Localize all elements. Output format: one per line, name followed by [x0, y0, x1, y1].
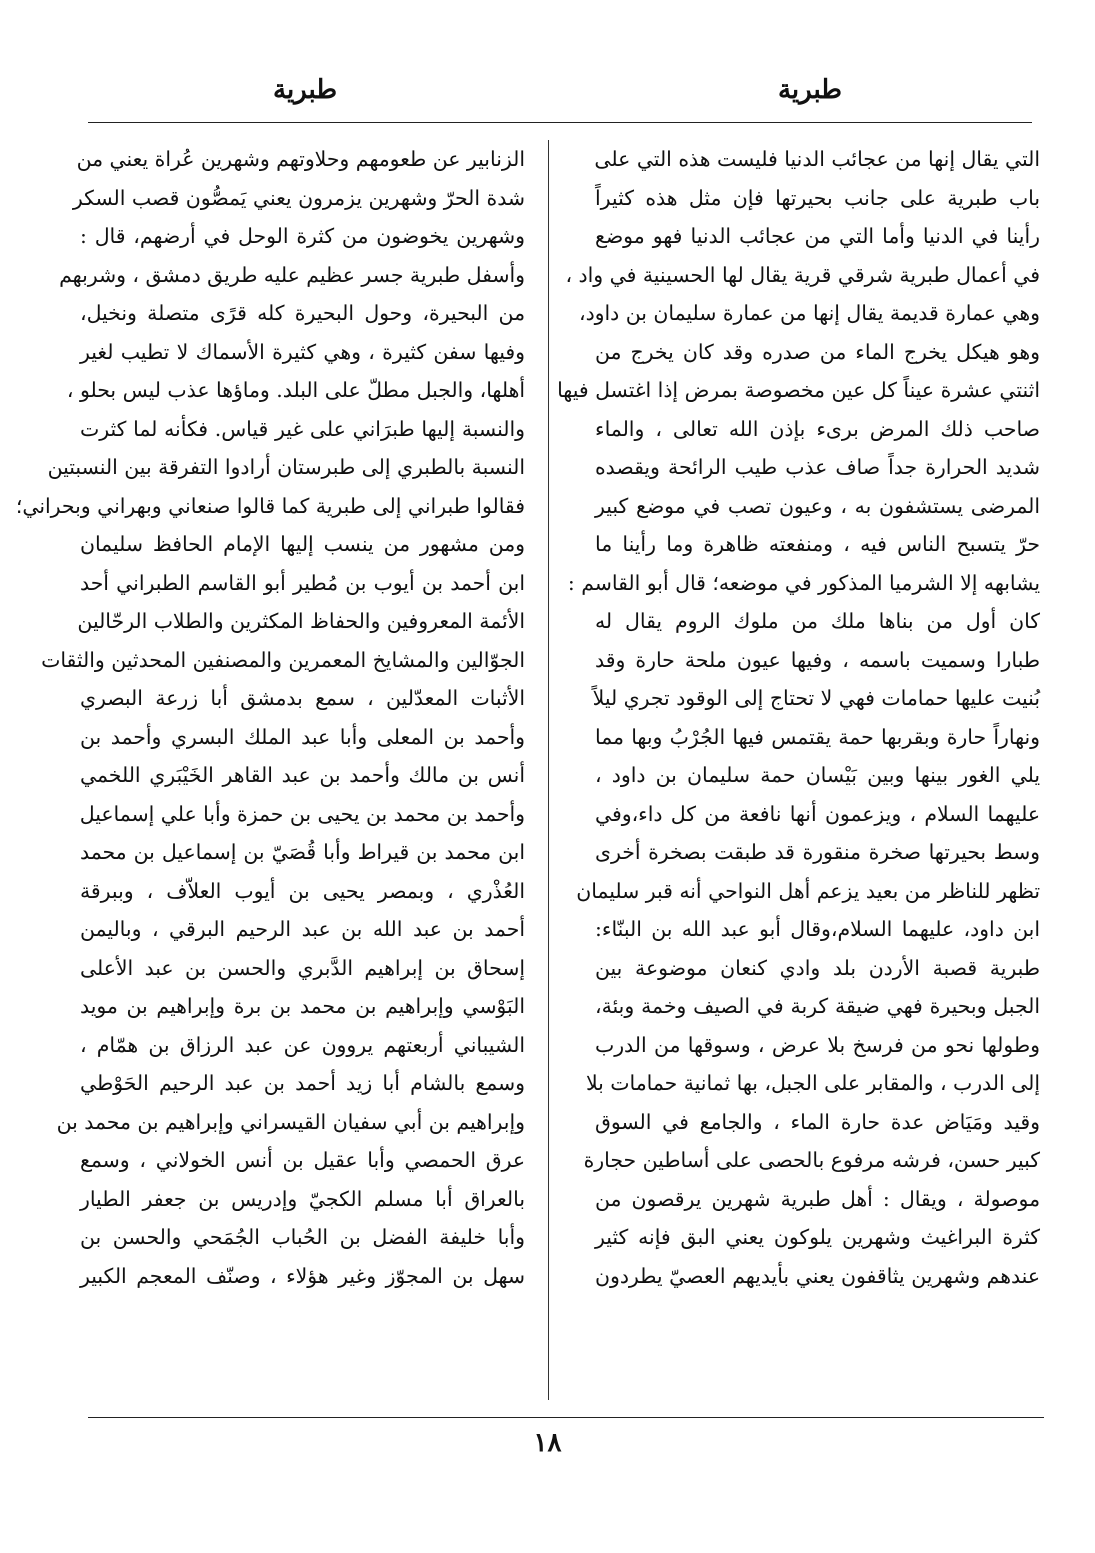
text-line: ونهاراً حارة وبقربها حمة يقتمس فيها الجُرْبُ وبها مما	[595, 724, 1040, 749]
text-line: وسمع بالشام أبا زيد أحمد بن عبد الرحيم الحَوْطي	[80, 1071, 525, 1095]
text-line: باب طبرية على جانب بحيرتها فإن مثل هذه كثيراً	[595, 185, 1040, 210]
text-line: تظهر للناظر من بعيد يزعم أهل النواحي أنه قبر سليمان	[576, 878, 1040, 903]
text-line: عليهما السلام ، ويزعمون أنها نافعة من كل داء،وفي	[595, 801, 1040, 826]
text-line: حرّ يتسبح الناس فيه ، ومنفعته ظاهرة وما رأينا ما	[595, 532, 1040, 556]
text-line: كان أول من بناها ملك من ملوك الروم يقال له	[595, 609, 1040, 633]
header-rule	[88, 122, 1032, 123]
text-line: وطولها نحو من فرسخ بلا عرض ، وسوقها من الدرب	[595, 1032, 1040, 1057]
text-line: بُنيت عليها حمامات فهي لا تحتاج إلى الوقود تجري ليلاً	[592, 686, 1040, 710]
text-line: المرضى يستشفون به ، وعيون تصب في موضع كبير	[595, 493, 1040, 518]
text-line: الأئمة المعروفين والحفاظ المكثرين والطلاب الرحّالين	[77, 609, 525, 633]
text-line: وأحمد بن محمد بن يحيى بن حمزة وأبا علي إسماعيل	[79, 801, 525, 826]
text-line: ابن محمد بن قيراط وأبا قُصَيّ بن إسماعيل بن محمد	[80, 840, 525, 864]
text-line: إلى الدرب ، والمقابر على الجبل، بها ثمانية حمامات بلا	[585, 1071, 1040, 1095]
text-line: وإبراهيم بن أبي سفيان القيسراني وإبراهيم بن محمد بن	[56, 1109, 525, 1134]
text-line: ابن داود، عليهما السلام،وقال أبو عبد الله بن البنّاء:	[595, 917, 1040, 941]
header	[88, 70, 1032, 110]
text-line: والنسبة إليها طبرَاني على غير قياس. فكأنه لما كثرت	[80, 416, 525, 441]
running-head-left: طبرية	[273, 75, 338, 105]
text-line: بالعراق أبا مسلم الكجيّ وإدريس بن جعفر الطيار	[80, 1186, 525, 1211]
text-line: الأثبات المعدّلين ، سمع بدمشق أبا زرعة البصري	[80, 686, 525, 710]
text-line: في أعمال طبرية شرقي قرية يقال لها الحسينية في واد ،	[565, 262, 1040, 287]
text-line: طبارا وسميت باسمه ، وفيها عيون ملحة حارة وقد	[595, 647, 1040, 672]
text-line: كبير حسن، فرشه مرفوع بالحصى على أساطين حجارة	[583, 1148, 1040, 1172]
text-line: الشيباني أربعتهم يروون عن عبد الرزاق بن همّام ،	[80, 1032, 525, 1057]
right-text-column	[557, 140, 1040, 1405]
footer-rule	[88, 1417, 1044, 1418]
text-line: وهو هيكل يخرج الماء من صدره وقد كان يخرج من	[595, 339, 1040, 364]
text-line: ابن أحمد بن أيوب بن مُطير أبو القاسم الطبراني أحد	[80, 570, 525, 595]
text-line: يلي الغور بينها وبين بَيْسان حمة سليمان بن داود ،	[595, 763, 1040, 787]
text-line: سهل بن المجوّز وغير هؤلاء ، وصنّف المعجم الكبير	[80, 1263, 525, 1288]
text-line: وسط بحيرتها صخرة منقورة قد طبقت بصخرة أخرى	[595, 840, 1040, 864]
text-line: أحمد بن عبد الله بن عبد الرحيم البرقي ، وباليمن	[80, 917, 525, 941]
text-line: اثنتي عشرة عيناً كل عين مخصوصة بمرض إذا اغتسل فيها	[557, 378, 1040, 402]
text-line: ومن مشهور من ينسب إليها الإمام الحافظ سليمان	[80, 532, 525, 556]
text-line: وأبا خليفة الفضل بن الحُباب الجُمَحي والحسن بن	[80, 1225, 525, 1249]
text-line: الجوّالين والمشايخ المعمرين والمصنفين المحدثين والثقات	[41, 647, 525, 672]
text-line: يشابهه إلا الشرميا المذكور في موضعه؛ قال أبو القاسم :	[567, 570, 1040, 595]
text-line: شدة الحرّ وشهرين يزمرون يعني يَمصُّون قصب السكر	[72, 185, 525, 210]
text-line: البَوْسي وإبراهيم بن محمد بن برة وإبراهيم بن مويد	[80, 994, 525, 1018]
text-line: وفيها سفن كثيرة ، وهي كثيرة الأسماك لا تطيب لغير	[80, 339, 525, 364]
text-line: فقالوا طبراني إلى طبرية كما قالوا صنعاني وبهراني وبحراني؛	[15, 493, 525, 518]
text-line: وهي عمارة قديمة يقال إنها من عمارة سليمان بن داود،	[579, 301, 1040, 325]
text-line: من البحيرة، وحول البحيرة كله قرًى متصلة ونخيل،	[80, 301, 525, 325]
text-line: وأحمد بن المعلى وأبا عبد الملك البسري وأحمد بن	[80, 724, 525, 749]
text-line: موصولة ، ويقال : أهل طبرية شهرين يرقصون من	[595, 1186, 1040, 1211]
text-line: شديد الحرارة جداً صاف عذب طيب الرائحة ويقصده	[595, 455, 1040, 479]
text-line: التي يقال إنها من عجائب الدنيا فليست هذه التي على	[594, 147, 1040, 171]
text-line: رأينا في الدنيا وأما التي من عجائب الدنيا فهو موضع	[595, 224, 1040, 248]
text-line: الجبل وبحيرة فهي ضيقة كربة في الصيف وخمة وبئة،	[595, 994, 1040, 1018]
text-line: أهلها، والجبل مطلّ على البلد. وماؤها عذب ليس بحلو ،	[66, 378, 525, 402]
text-line: عندهم وشهرين يثاقفون يعني بأيديهم العصيّ يطردون	[595, 1263, 1040, 1288]
running-head-right: طبرية	[777, 75, 842, 105]
text-line: طبرية قصبة الأردن بلد وادي كنعان موضوعة بين	[595, 955, 1040, 980]
text-line: النسبة بالطبري إلى طبرستان أرادوا التفرقة بين النسبتين	[47, 455, 525, 479]
text-line: وأسفل طبرية جسر عظيم عليه طريق دمشق ، وشربهم	[59, 262, 525, 287]
page-number: ١٨	[533, 1428, 562, 1458]
text-line: الزنابير عن طعومهم وحلاوتهم وشهرين عُراة يعني من	[76, 147, 525, 171]
text-line: إسحاق بن إبراهيم الدَّبري والحسن بن عبد الأعلى	[80, 955, 525, 980]
left-text-column	[15, 140, 525, 1405]
text-line: صاحب ذلك المرض برىء بإذن الله تعالى ، والماء	[595, 416, 1040, 441]
text-line: كثرة البراغيث وشهرين يلوكون يعني البق فإنه كثير	[595, 1225, 1040, 1249]
text-line: عرق الحمصي وأبا عقيل بن أنس الخولاني ، وسمع	[80, 1148, 525, 1172]
text-line: أنس بن مالك وأحمد بن عبد القاهر الخَيْبَري اللخمي	[80, 763, 525, 787]
column-divider	[548, 140, 549, 1400]
text-line: العُذْري ، وبمصر يحيى بن أيوب العلاّف ، وببرقة	[80, 878, 525, 903]
text-line: وشهرين يخوضون من كثرة الوحل في أرضهم، قال :	[80, 224, 525, 248]
text-line: وقيد ومَيَاض عدة حارة الماء ، والجامع في السوق	[595, 1109, 1040, 1134]
